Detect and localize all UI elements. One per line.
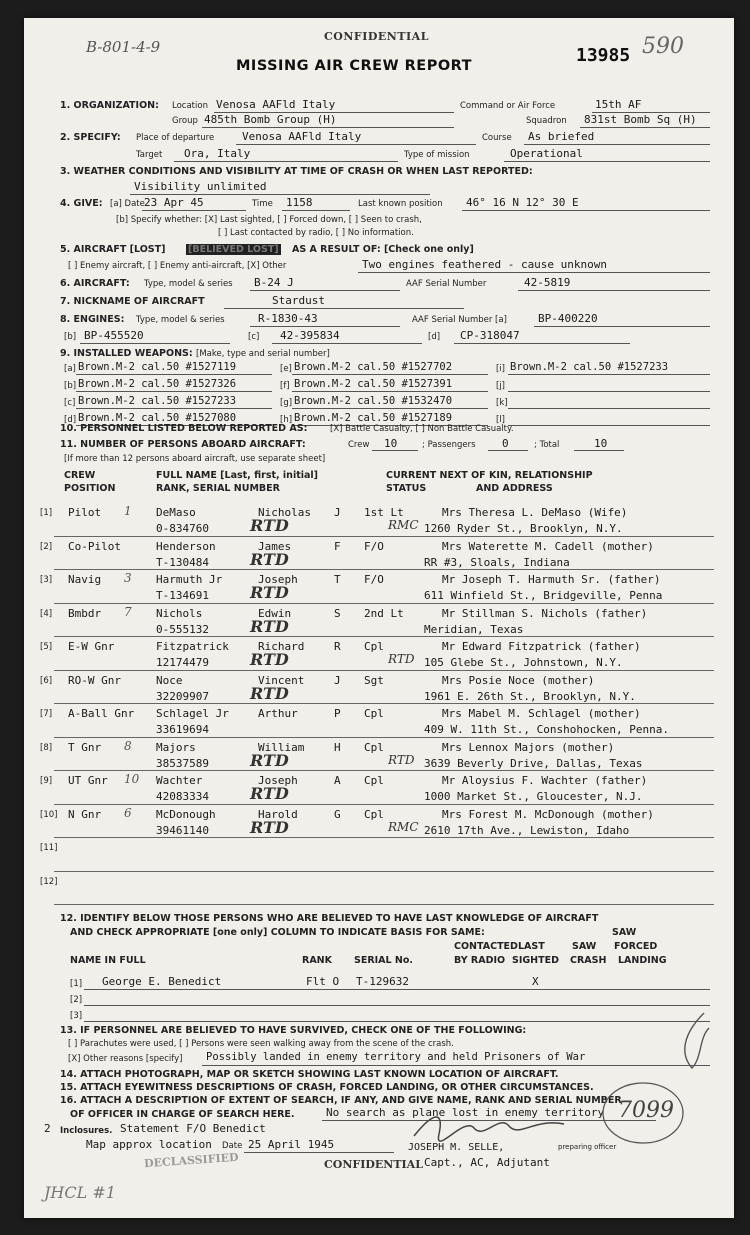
crew-row-rank: F/O: [364, 573, 384, 586]
s2-mission: Operational: [510, 147, 583, 160]
crew-row-number: [8]: [40, 742, 53, 753]
crew-row-last-name: Majors: [156, 740, 196, 754]
crew-row-first-name: Joseph: [258, 774, 298, 787]
s12-row1-name: George E. Benedict: [102, 975, 222, 988]
report-page: [24, 18, 734, 1218]
crew-row-rule: [54, 603, 714, 604]
s12-row1-serial: T-129632: [356, 975, 409, 988]
classification-header: CONFIDENTIAL: [324, 30, 429, 43]
s5-struck: [BELIEVED LOST]: [188, 244, 279, 255]
crew-row-position: E-W Gnr: [68, 640, 115, 653]
s12-h-saw1: SAW: [572, 941, 597, 952]
crew-row-rule: [54, 904, 714, 905]
crew-header-address: AND ADDRESS: [476, 483, 553, 494]
s4-position-label: Last known position: [358, 199, 443, 209]
handwritten-flourish: [674, 1008, 714, 1078]
crew-row-position: T Gnr: [68, 740, 102, 754]
crew-row-serial: T-130484: [156, 555, 209, 569]
crew-row-serial: 33619694: [156, 723, 209, 736]
crew-row-status-mark: RTD: [250, 784, 289, 803]
weapon-h-label: [h]: [280, 415, 293, 425]
crew-row-number: [3]: [40, 575, 53, 585]
crew-row-rank: F/O: [364, 539, 384, 553]
crew-row-last-name: McDonough: [156, 807, 216, 821]
inclosure-1: Statement F/O Benedict: [120, 1122, 266, 1135]
crew-row-rank: 1st Lt: [364, 506, 404, 519]
weapon-k-label: [k]: [496, 398, 508, 408]
crew-row-initial: H: [334, 740, 341, 754]
s12-h-radio1: CONTACTED: [454, 941, 518, 952]
crew-row-last-name: Nichols: [156, 606, 203, 620]
crew-row-address: 611 Winfield St., Bridgeville, Penna: [424, 589, 663, 602]
crew-row-status-mark-2: RMC: [388, 819, 419, 834]
s12-h-last1: LAST: [518, 941, 545, 952]
s12-h-name: NAME IN FULL: [70, 955, 146, 966]
crew-row-first-name: Harold: [258, 807, 298, 821]
crew-row-first-name: Arthur: [258, 707, 298, 720]
crew-row-initial: J: [334, 673, 341, 687]
crew-row-serial: 42083334: [156, 790, 209, 803]
crew-row-status-mark: RTD: [250, 817, 289, 837]
circled-number: 7099: [618, 1098, 674, 1123]
crew-row-position: Navig: [68, 573, 102, 586]
crew-row-next-of-kin: Mr Aloysius F. Wachter (father): [442, 774, 648, 787]
crew-row-status-mark: RTD: [250, 750, 289, 770]
crew-row-handwritten-number: 7: [124, 604, 132, 619]
crew-row-initial: J: [334, 506, 341, 519]
crew-row-first-name: Vincent: [258, 673, 305, 687]
s12-row1-num: [1]: [70, 979, 83, 989]
s12-line2: AND CHECK APPROPRIATE [one only] COLUMN TO INDICATE BASIS FOR SAME:: [70, 927, 485, 938]
crew-row-number: [6]: [40, 675, 53, 686]
s1-command-label: Command or Air Force: [460, 101, 556, 111]
weapon-e: Brown.M-2 cal.50 #1527702: [294, 361, 453, 373]
weapon-i: Brown.M-2 cal.50 #1527233: [510, 361, 669, 373]
crew-header-name-1: FULL NAME [Last, first, initial]: [156, 470, 319, 481]
s9-sublabel: [Make, type and serial number]: [196, 349, 330, 359]
s10-label: 10. PERSONNEL LISTED BELOW REPORTED AS:: [60, 423, 308, 434]
s1-group-label: Group: [172, 116, 198, 126]
crew-row-status-mark: RTD: [250, 650, 289, 669]
weapon-g: Brown.M-2 cal.50 #1532470: [294, 395, 453, 407]
crew-row-number: [11]: [40, 843, 58, 853]
crew-row-first-name: Richard: [258, 640, 305, 653]
crew-row-next-of-kin: Mrs Forest M. McDonough (mother): [442, 807, 654, 821]
s8-b-label: [b]: [64, 332, 77, 342]
crew-row-last-name: Fitzpatrick: [156, 640, 229, 653]
s6-serial: 42-5819: [524, 276, 571, 289]
crew-row-address: 2610 17th Ave., Lewiston, Idaho: [424, 823, 630, 837]
crew-row-next-of-kin: Mrs Posie Noce (mother): [442, 673, 595, 687]
s5-other: Two engines feathered - cause unknown: [362, 258, 608, 271]
s3-label: 3. WEATHER CONDITIONS AND VISIBILITY AT TIME OF CRASH OR WHEN LAST REPORTED:: [60, 166, 533, 177]
crew-row-last-name: Schlagel Jr: [156, 707, 229, 720]
weapon-g-label: [g]: [280, 398, 293, 408]
crew-row-rule: [54, 871, 714, 872]
crew-row-serial: 0-834760: [156, 522, 209, 535]
crew-row-handwritten-number: 6: [124, 805, 132, 820]
s15-line: 15. ATTACH EYEWITNESS DESCRIPTIONS OF CRASH, FORCED LANDING, OR OTHER CIRCUMSTANCES.: [60, 1082, 594, 1093]
crew-row-rank: Cpl: [364, 707, 384, 720]
crew-row-first-name: James: [258, 539, 292, 553]
weapon-l-label: [l]: [496, 415, 505, 425]
crew-row-rule: [54, 737, 714, 738]
crew-row-number: [7]: [40, 709, 53, 719]
crew-header-position-2: POSITION: [64, 483, 116, 494]
s13-opt1: [ ] Parachutes were used, [ ] Persons were seen walking away from the scene of the crash.: [68, 1039, 454, 1049]
crew-header-status: STATUS: [386, 483, 427, 494]
s8-c-label: [c]: [248, 332, 260, 342]
margin-note: JHCL #1: [44, 1183, 116, 1202]
weapon-c: Brown.M-2 cal.50 #1527233: [78, 395, 237, 407]
s1-location-label: Location: [172, 101, 208, 111]
weapon-d-label: [d]: [64, 415, 77, 425]
s8-type: R-1830-43: [258, 312, 318, 325]
signer: JOSEPH M. SELLE,: [408, 1142, 505, 1153]
crew-row-rule: [54, 837, 714, 838]
crew-row-address: 1260 Ryder St., Brooklyn, N.Y.: [424, 522, 623, 535]
s4-position: 46° 16 N 12° 30 E: [466, 196, 579, 209]
s2-mission-label: Type of mission: [404, 150, 470, 160]
s2-departure: Venosa AAFld Italy: [242, 130, 362, 143]
crew-row-initial: P: [334, 707, 341, 720]
crew-row-serial: 39461140: [156, 823, 209, 837]
s2-course-label: Course: [482, 133, 512, 143]
crew-row-address: 105 Glebe St., Johnstown, N.Y.: [424, 656, 623, 669]
crew-row-first-name: Joseph: [258, 573, 298, 586]
s4-time-label: Time: [252, 199, 273, 209]
s4-date-label: [a] Date: [110, 199, 145, 209]
crew-row-first-name: Edwin: [258, 606, 292, 620]
s12-h-forced0: SAW: [612, 927, 637, 938]
page-title: MISSING AIR CREW REPORT: [236, 58, 473, 74]
crew-row-initial: S: [334, 606, 341, 620]
s12-h-serial: SERIAL No.: [354, 955, 413, 966]
s2-departure-label: Place of departure: [136, 133, 215, 143]
s13-opt2: Possibly landed in enemy territory and held Prisoners of War: [206, 1051, 586, 1063]
s10-options: [X] Battle Casualty, [ ] Non Battle Casualty.: [330, 424, 514, 434]
crew-row-next-of-kin: Mrs Mabel M. Schlagel (mother): [442, 707, 641, 720]
weapon-f-label: [f]: [280, 381, 290, 391]
weapon-h: Brown.M-2 cal.50 #1527189: [294, 412, 453, 424]
handwritten-report-number: 590: [642, 34, 684, 59]
crew-row-address: 1000 Market St., Gloucester, N.J.: [424, 790, 643, 803]
s1-command: 15th AF: [595, 98, 642, 111]
crew-row-position: Bmbdr: [68, 606, 102, 620]
crew-row-handwritten-number: 8: [124, 738, 132, 753]
crew-row-first-name: Nicholas: [258, 506, 311, 519]
s11-total-label: ; Total: [534, 440, 560, 450]
s11-pass: 0: [502, 437, 509, 450]
crew-row-serial: 0-555132: [156, 622, 209, 636]
s12-h-saw2: CRASH: [570, 955, 607, 966]
s12-h-forced1: FORCED: [614, 941, 658, 952]
crew-row-position: A-Ball Gnr: [68, 707, 135, 720]
weapon-f: Brown.M-2 cal.50 #1527391: [294, 378, 453, 390]
s5-result-label: AS A RESULT OF: [Check one only]: [292, 244, 474, 255]
crew-row-rule: [54, 636, 714, 637]
crew-header-name-2: RANK, SERIAL NUMBER: [156, 483, 280, 494]
s8-a: BP-400220: [538, 312, 598, 325]
crew-row-position: RO-W Gnr: [68, 673, 121, 687]
s16-line1: 16. ATTACH A DESCRIPTION OF EXTENT OF SEARCH, IF ANY, AND GIVE NAME, RANK AND SERIAL NUMBER: [60, 1095, 622, 1106]
crew-row-handwritten-number: 1: [124, 504, 132, 518]
s1-squadron: 831st Bomb Sq (H): [584, 113, 697, 126]
crew-row-number: [10]: [40, 809, 58, 820]
crew-row-number: [5]: [40, 642, 53, 652]
inclosures-label: Inclosures.: [60, 1126, 113, 1136]
crew-row-status-mark: RTD: [250, 683, 289, 703]
s5-label: 5. AIRCRAFT [LOST]: [60, 244, 166, 255]
s8-d-label: [d]: [428, 332, 441, 342]
weapon-d: Brown.M-2 cal.50 #1527080: [78, 412, 237, 424]
crew-row-status-mark-2: RTD: [388, 652, 415, 666]
crew-row-next-of-kin: Mrs Lennox Majors (mother): [442, 740, 615, 754]
crew-row-status-mark: RTD: [250, 549, 289, 569]
crew-row-next-of-kin: Mrs Waterette M. Cadell (mother): [442, 539, 654, 553]
crew-row-address: 409 W. 11th St., Conshohocken, Penna.: [424, 723, 670, 736]
crew-row-address: RR #3, Sloals, Indiana: [424, 555, 570, 569]
s12-row3-num: [3]: [70, 1011, 83, 1021]
crew-row-number: [4]: [40, 608, 53, 619]
crew-row-initial: T: [334, 573, 341, 586]
s16-line2-value: No search as plane lost in enemy territory: [326, 1106, 605, 1119]
weapon-j-label: [j]: [496, 381, 505, 391]
crew-row-last-name: Wachter: [156, 774, 203, 787]
crew-row-serial: 38537589: [156, 756, 209, 770]
weapon-b: Brown.M-2 cal.50 #1527326: [78, 378, 237, 390]
crew-row-rank: Cpl: [364, 640, 384, 653]
crew-row-serial: 32209907: [156, 689, 209, 703]
s12-line1: 12. IDENTIFY BELOW THOSE PERSONS WHO ARE BELIEVED TO HAVE LAST KNOWLEDGE OF AIRCRAFT: [60, 913, 599, 924]
crew-row-status-mark-2: RTD: [388, 752, 415, 767]
s11-pass-label: ; Passengers: [422, 440, 476, 450]
crew-row-rank: Cpl: [364, 807, 384, 821]
s11-crew: 10: [384, 437, 398, 450]
crew-row-last-name: Noce: [156, 673, 183, 687]
crew-row-rank: Sgt: [364, 673, 384, 687]
crew-row-handwritten-number: 3: [124, 571, 132, 585]
crew-row-status-mark: RTD: [250, 583, 289, 602]
s8-c: 42-395834: [280, 329, 340, 342]
handwritten-file-number: B-801-4-9: [86, 38, 161, 56]
crew-row-status-mark: RTD: [250, 616, 289, 636]
crew-row-initial: F: [334, 539, 341, 553]
s4-label: 4. GIVE:: [60, 198, 103, 209]
crew-row-initial: A: [334, 774, 341, 787]
s13-opt2-label: [X] Other reasons [specify]: [68, 1054, 183, 1064]
s4-date: 23 Apr 45: [144, 196, 204, 209]
crew-row-initial: R: [334, 640, 341, 653]
crew-row-rule: [54, 670, 714, 671]
s12-h-radio2: BY RADIO: [454, 955, 506, 966]
enclosure-count: 2: [44, 1122, 51, 1135]
s1-location: Venosa AAFld Italy: [216, 98, 336, 111]
crew-row-next-of-kin: Mr Joseph T. Harmuth Sr. (father): [442, 573, 661, 586]
crew-row-next-of-kin: Mr Edward Fitzpatrick (father): [442, 640, 641, 653]
s2-course: As briefed: [528, 130, 595, 143]
s12-row2-num: [2]: [70, 995, 83, 1005]
s1-label: 1. ORGANIZATION:: [60, 100, 159, 111]
s12-row1-rank: Flt O: [306, 975, 340, 988]
s4-line2: [b] Specify whether: [X] Last sighted, [ ] Forced down, [ ] Seen to crash,: [116, 215, 422, 225]
classification-footer: CONFIDENTIAL: [324, 1158, 423, 1171]
crew-row-position: Co-Pilot: [68, 539, 121, 553]
crew-row-rule: [54, 569, 714, 570]
crew-row-number: [2]: [40, 541, 53, 552]
s6-label: 6. AIRCRAFT:: [60, 278, 130, 289]
weapon-b-label: [b]: [64, 381, 77, 391]
crew-row-status-mark: RTD: [250, 516, 289, 535]
s16-line2-label: OF OFFICER IN CHARGE OF SEARCH HERE.: [70, 1109, 295, 1120]
s5-line2-a: [ ] Enemy aircraft, [ ] Enemy anti-aircraft, [X] Other: [68, 261, 287, 271]
crew-row-serial: T-134691: [156, 589, 209, 602]
crew-row-last-name: Henderson: [156, 539, 216, 553]
crew-row-handwritten-number: 10: [124, 772, 140, 786]
crew-row-first-name: William: [258, 740, 305, 754]
s8-b: BP-455520: [84, 329, 144, 342]
crew-row-last-name: DeMaso: [156, 506, 196, 519]
crew-row-rule: [54, 804, 714, 805]
crew-row-serial: 12174479: [156, 656, 209, 669]
crew-row-position: N Gnr: [68, 807, 102, 821]
s12-h-last2: SIGHTED: [512, 955, 559, 966]
crew-row-position: Pilot: [68, 506, 102, 519]
date-value: 25 April 1945: [248, 1138, 335, 1151]
signer-rank: Capt., AC, Adjutant: [424, 1156, 550, 1169]
s12-row1-check: X: [532, 975, 539, 988]
s11-total: 10: [594, 437, 608, 450]
signature: [404, 1106, 574, 1146]
s4-line3: [ ] Last contacted by radio, [ ] No information.: [218, 228, 414, 238]
s11-label: 11. NUMBER OF PERSONS ABOARD AIRCRAFT:: [60, 439, 306, 450]
inclosure-2: Map approx location: [86, 1138, 212, 1151]
crew-row-next-of-kin: Mrs Theresa L. DeMaso (Wife): [442, 506, 628, 519]
weapon-a: Brown.M-2 cal.50 #1527119: [78, 361, 237, 373]
s1-group: 485th Bomb Group (H): [204, 113, 337, 126]
weapon-c-label: [c]: [64, 398, 76, 408]
crew-row-number: [1]: [40, 508, 53, 518]
crew-row-rule: [54, 770, 714, 771]
s11-note: [If more than 12 persons aboard aircraft, use separate sheet]: [64, 454, 326, 464]
crew-row-last-name: Harmuth Jr: [156, 573, 223, 586]
crew-row-number: [9]: [40, 776, 53, 786]
s2-target: Ora, Italy: [184, 147, 251, 160]
report-number: 13985: [576, 45, 631, 66]
crew-row-rank: Cpl: [364, 774, 384, 787]
s14-line: 14. ATTACH PHOTOGRAPH, MAP OR SKETCH SHOWING LAST KNOWN LOCATION OF AIRCRAFT.: [60, 1069, 559, 1080]
s6-type: B-24 J: [254, 276, 294, 289]
s9-label: 9. INSTALLED WEAPONS:: [60, 348, 193, 359]
s8-type-label: Type, model & series: [136, 315, 225, 325]
s3-value: Visibility unlimited: [134, 180, 267, 193]
s2-label: 2. SPECIFY:: [60, 132, 121, 143]
crew-row-address: 3639 Beverly Drive, Dallas, Texas: [424, 756, 643, 770]
weapon-e-label: [e]: [280, 364, 292, 374]
weapon-i-label: [i]: [496, 364, 505, 374]
s7-label: 7. NICKNAME OF AIRCRAFT: [60, 296, 205, 307]
crew-row-next-of-kin: Mr Stillman S. Nichols (father): [442, 606, 648, 620]
crew-row-address: Meridian, Texas: [424, 622, 524, 636]
date-label: Date: [222, 1141, 243, 1151]
s7-value: Stardust: [272, 294, 325, 307]
crew-row-status-mark-2: RMC: [388, 518, 419, 532]
preparing-officer: preparing officer: [558, 1143, 617, 1151]
crew-row-position: UT Gnr: [68, 774, 108, 787]
s2-target-label: Target: [136, 150, 163, 160]
s11-crew-label: Crew: [348, 440, 370, 450]
s13-label: 13. IF PERSONNEL ARE BELIEVED TO HAVE SURVIVED, CHECK ONE OF THE FOLLOWING:: [60, 1025, 527, 1036]
crew-header-position-1: CREW: [64, 470, 96, 481]
crew-row-rule: [54, 703, 714, 704]
s1-squadron-label: Squadron: [526, 116, 567, 126]
s4-time: 1158: [286, 196, 313, 209]
crew-header-kin-1: CURRENT NEXT OF KIN, RELATIONSHIP: [386, 470, 593, 481]
s6-serial-label: AAF Serial Number: [406, 279, 487, 289]
s12-h-forced2: LANDING: [618, 955, 667, 966]
declassified-stamp: DECLASSIFIED: [143, 1150, 239, 1171]
crew-row-initial: G: [334, 807, 341, 821]
weapon-a-label: [a]: [64, 364, 76, 374]
s12-h-rank: RANK: [302, 955, 332, 966]
crew-row-rank: 2nd Lt: [364, 606, 404, 620]
crew-row-rule: [54, 536, 714, 537]
s8-serial-label: AAF Serial Number [a]: [412, 315, 507, 325]
crew-row-number: [12]: [40, 876, 58, 887]
crew-row-rank: Cpl: [364, 740, 384, 754]
s6-type-label: Type, model & series: [144, 279, 233, 289]
s8-label: 8. ENGINES:: [60, 314, 125, 325]
s8-d: CP-318047: [460, 329, 520, 342]
crew-row-address: 1961 E. 26th St., Brooklyn, N.Y.: [424, 689, 636, 703]
